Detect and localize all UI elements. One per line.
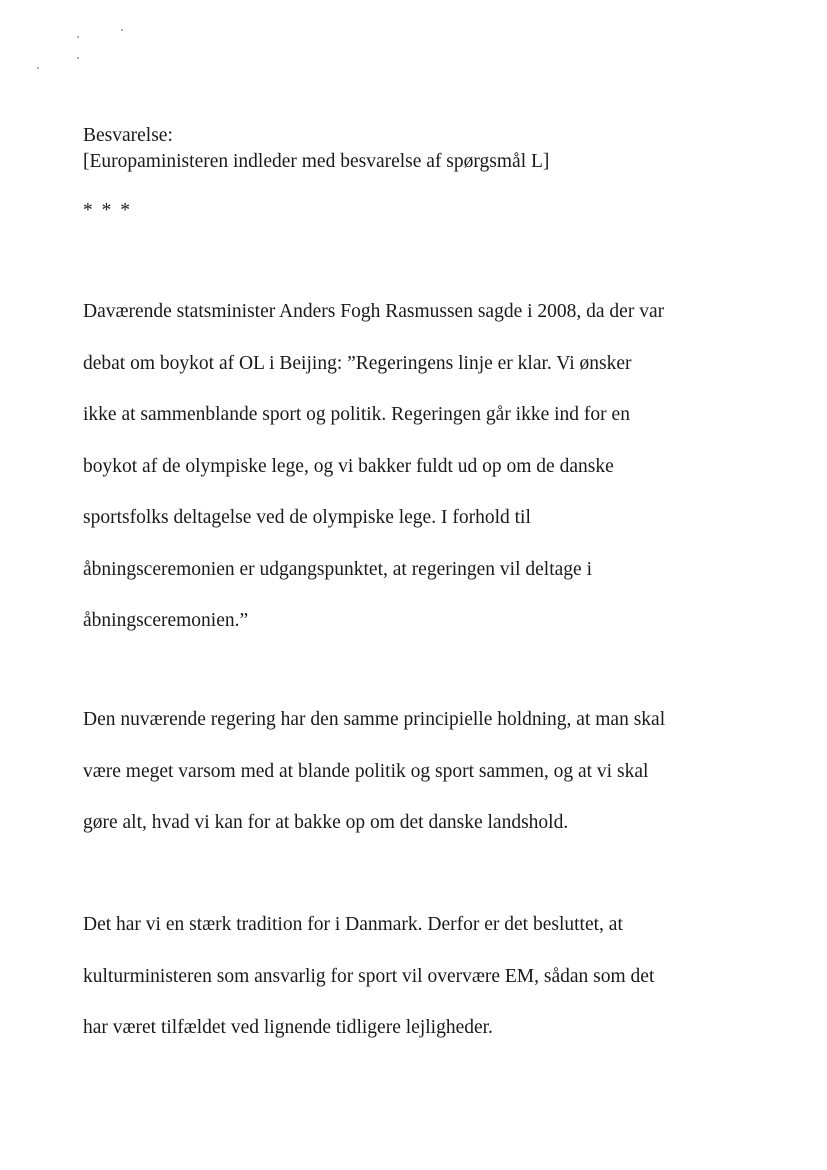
paragraph-2 [83,694,665,849]
paragraph-line: Daværende statsminister Anders Fogh Rasmussen sagde i 2008, da der var [83,301,665,322]
paragraph-line: debat om boykot af OL i Beijing: ”Regeringens linje er klar. Vi ønsker [83,352,632,374]
paragraph-line: kulturministeren som ansvarlig for sport vil overvære EM, sådan som det [83,965,655,987]
paragraph-line: sportsfolks deltagelse ved de olympiske lege. I forhold til [83,507,531,528]
scan-speck [77,57,79,59]
paragraph-line: Det har vi en stærk tradition for i Danmark. Derfor er det besluttet, at [83,914,623,935]
paragraph-line: boykot af de olympiske lege, og vi bakker fuldt ud op om de danske [83,455,614,477]
document-subheading: [Europaministeren indleder med besvarelse af spørgsmål L] [83,151,550,172]
scan-speck [77,36,79,38]
paragraph-1 [83,286,664,647]
paragraph-line: åbningsceremonien er udgangspunktet, at regeringen vil deltage i [83,558,592,580]
paragraph-line: gøre alt, hvad vi kan for at bakke op om det danske landshold. [83,812,569,833]
paragraph-line: har været tilfældet ved lignende tidligere lejligheder. [83,1017,493,1038]
document-header [83,123,549,175]
paragraph-line: være meget varsom med at blande politik og sport sammen, og at vi skal [83,760,649,782]
scan-speck [37,67,39,69]
paragraph-line: Den nuværende regering har den samme principielle holdning, at man skal [83,709,666,730]
scan-speck [121,29,123,31]
paragraph-line: åbningsceremonien.” [83,610,249,631]
document-heading: Besvarelse: [83,125,173,146]
paragraph-line: ikke at sammenblande sport og politik. Regeringen går ikke ind for en [83,404,630,425]
paragraph-3 [83,899,654,1054]
section-separator: * * * [83,200,132,221]
